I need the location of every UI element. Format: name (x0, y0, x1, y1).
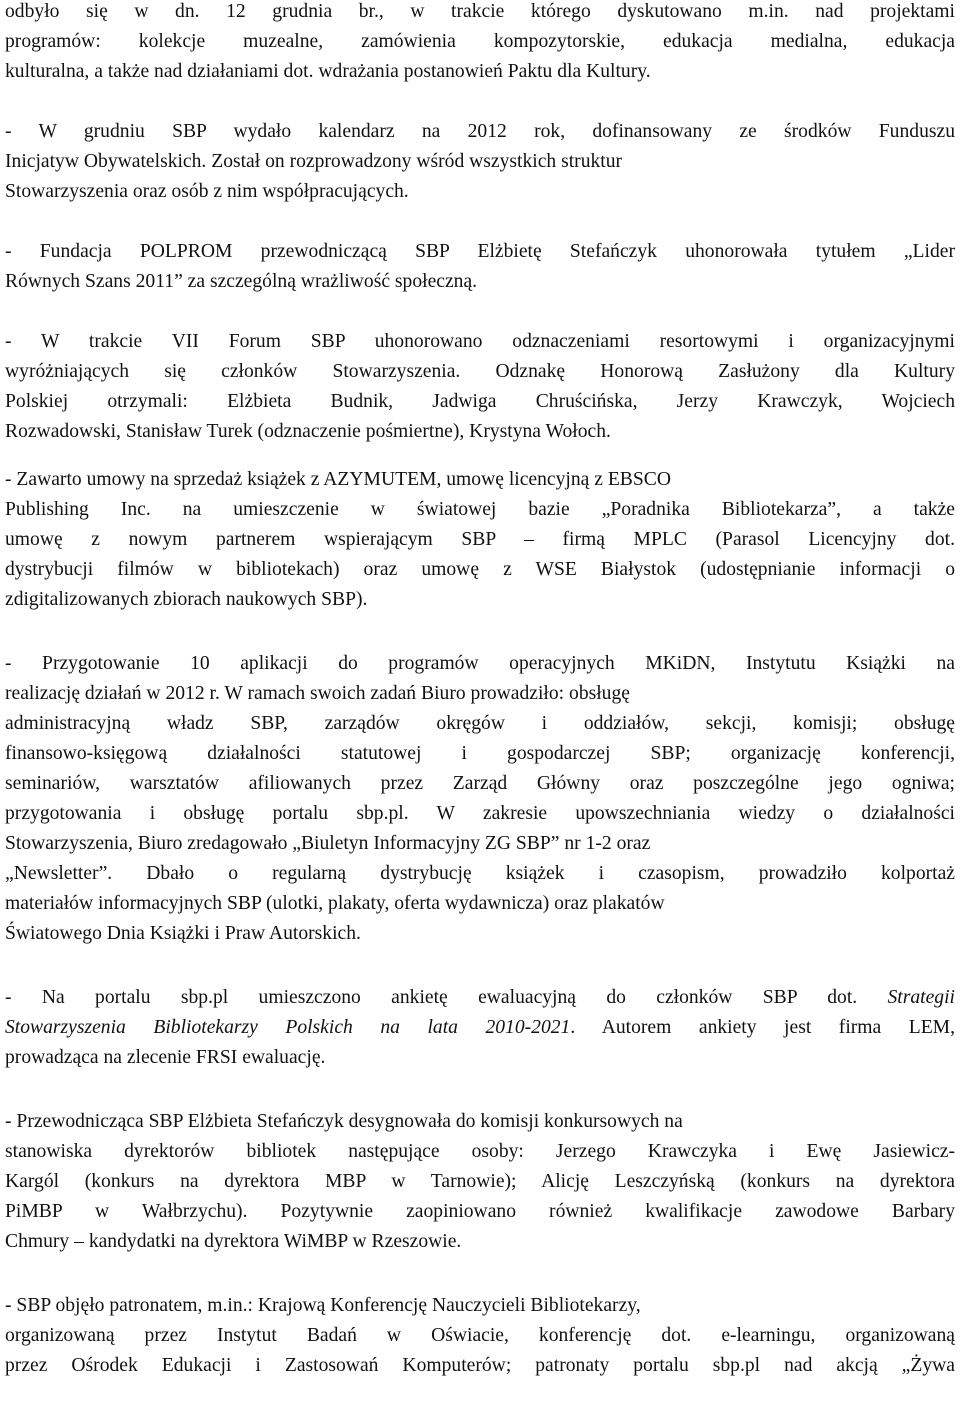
text-line: wyróżniających się członków Stowarzyszenia. Odznakę Honorową Zasłużony dla Kultury (5, 361, 955, 382)
text-run: - Na portalu sbp.pl umieszczono ankietę ewaluacyjną do członków SBP dot. (5, 987, 888, 1008)
text-line: odbyło się w dn. 12 grudnia br., w trakcie którego dyskutowano m.in. nad projektami (5, 1, 955, 22)
paragraph-patronage (5, 1291, 955, 1381)
text-line: administracyjną władz SBP, zarządów okręgów i oddziałów, sekcji, komisji; obsługę (5, 713, 955, 734)
text-line: realizację działań w 2012 r. W ramach swoich zadań Biuro prowadziło: obsługę (5, 683, 630, 704)
paragraph-polprom-award (5, 237, 955, 297)
text-line: - W trakcie VII Forum SBP uhonorowano odznaczeniami resortowymi i organizacyjnymi (5, 331, 955, 352)
text-line: przygotowania i obsługę portalu sbp.pl. W zakresie upowszechniania wiedzy o działalności (5, 803, 955, 824)
paragraph-forum-honors (5, 327, 955, 447)
text-line: finansowo-księgową działalności statutowej i gospodarczej SBP; organizację konferencji, (5, 743, 955, 764)
paragraph-contracts (5, 465, 955, 615)
text-line: stanowiska dyrektorów bibliotek następujące osoby: Jerzego Krawczyka i Ewę Jasiewicz- (5, 1141, 955, 1162)
text-line: - Zawarto umowy na sprzedaż książek z AZYMUTEM, umowę licencyjną z EBSCO (5, 469, 671, 490)
text-line: materiałów informacyjnych SBP (ulotki, plakaty, oferta wydawnicza) oraz plakatów (5, 893, 665, 914)
text-line: Kargól (konkurs na dyrektora MBP w Tarnowie); Alicję Leszczyńską (konkurs na dyrektora (5, 1171, 955, 1192)
text-line: - Przewodnicząca SBP Elżbieta Stefańczyk desygnowała do komisji konkursowych na (5, 1111, 683, 1132)
text-line: Stowarzyszenia oraz osób z nim współpracujących. (5, 181, 409, 202)
text-line: kulturalna, a także nad działaniami dot. wdrażania postanowień Paktu dla Kultury. (5, 61, 651, 82)
text-line: Publishing Inc. na umieszczenie w światowej bazie „Poradnika Bibliotekarza”, a także (5, 499, 955, 520)
text-line: Rozwadowski, Stanisław Turek (odznaczenie pośmiertne), Krystyna Wołoch. (5, 421, 611, 442)
text-run: . Autorem ankiety jest firma LEM, (570, 1017, 955, 1038)
text-line (5, 1013, 955, 1043)
text-line: programów: kolekcje muzealne, zamówienia kompozytorskie, edukacja medialna, edukacja (5, 31, 955, 52)
text-line: organizowaną przez Instytut Badań w Oświacie, konferencję dot. e-learningu, organizowaną (5, 1325, 955, 1346)
text-line: prowadząca na zlecenie FRSI ewaluację. (5, 1047, 326, 1068)
text-line: Inicjatyw Obywatelskich. Został on rozprowadzony wśród wszystkich struktur (5, 151, 623, 172)
paragraph-survey (5, 983, 955, 1073)
text-line: PiMBP w Wałbrzychu). Pozytywnie zaopiniowano również kwalifikacje zawodowe Barbary (5, 1201, 955, 1222)
text-line: Stowarzyszenia, Biuro zredagowało „Biuletyn Informacyjny ZG SBP” nr 1-2 oraz (5, 833, 651, 854)
text-line: przez Ośrodek Edukacji i Zastosowań Komputerów; patronaty portalu sbp.pl nad akcją „Żywa (5, 1355, 955, 1376)
text-line: Chmury – kandydatki na dyrektora WiMBP w Rzeszowie. (5, 1231, 462, 1252)
text-line: - Fundacja POLPROM przewodniczącą SBP Elżbietę Stefańczyk uhonorowała tytułem „Lider (5, 241, 955, 262)
paragraph-competition-committees (5, 1107, 955, 1257)
text-line: dystrybucji filmów w bibliotekach) oraz umowę z WSE Białystok (udostępnianie informacji o (5, 559, 955, 580)
text-line: Równych Szans 2011” za szczególną wrażliwość społeczną. (5, 271, 478, 292)
text-line (5, 983, 955, 1013)
text-line: umowę z nowym partnerem wspierającym SBP – firmą MPLC (Parasol Licencyjny dot. (5, 529, 955, 550)
strategy-title-italic: Stowarzyszenia Bibliotekarzy Polskich na lata 2010-2021 (5, 1017, 571, 1038)
text-line: - Przygotowanie 10 aplikacji do programów operacyjnych MKiDN, Instytutu Książki na (5, 653, 955, 674)
text-line: Światowego Dnia Książki i Praw Autorskich. (5, 923, 361, 944)
text-line: - W grudniu SBP wydało kalendarz na 2012 rok, dofinansowany ze środków Funduszu (5, 121, 955, 142)
document-page (5, 0, 955, 1381)
text-line: seminariów, warsztatów afiliowanych przez Zarząd Główny oraz poszczególne jego ogniwa; (5, 773, 955, 794)
strategy-title-italic: Strategii (887, 987, 955, 1008)
text-line: „Newsletter”. Dbało o regularną dystrybucję książek i czasopism, prowadziło kolportaż (5, 863, 955, 884)
text-line: zdigitalizowanych zbiorach naukowych SBP). (5, 589, 368, 610)
text-line: Polskiej otrzymali: Elżbieta Budnik, Jadwiga Chruścińska, Jerzy Krawczyk, Wojciech (5, 391, 955, 412)
paragraph-calendar (5, 117, 955, 207)
paragraph-forum-discussion (5, 0, 955, 87)
text-line: - SBP objęło patronatem, m.in.: Krajową Konferencję Nauczycieli Bibliotekarzy, (5, 1295, 641, 1316)
paragraph-office-activities (5, 649, 955, 949)
